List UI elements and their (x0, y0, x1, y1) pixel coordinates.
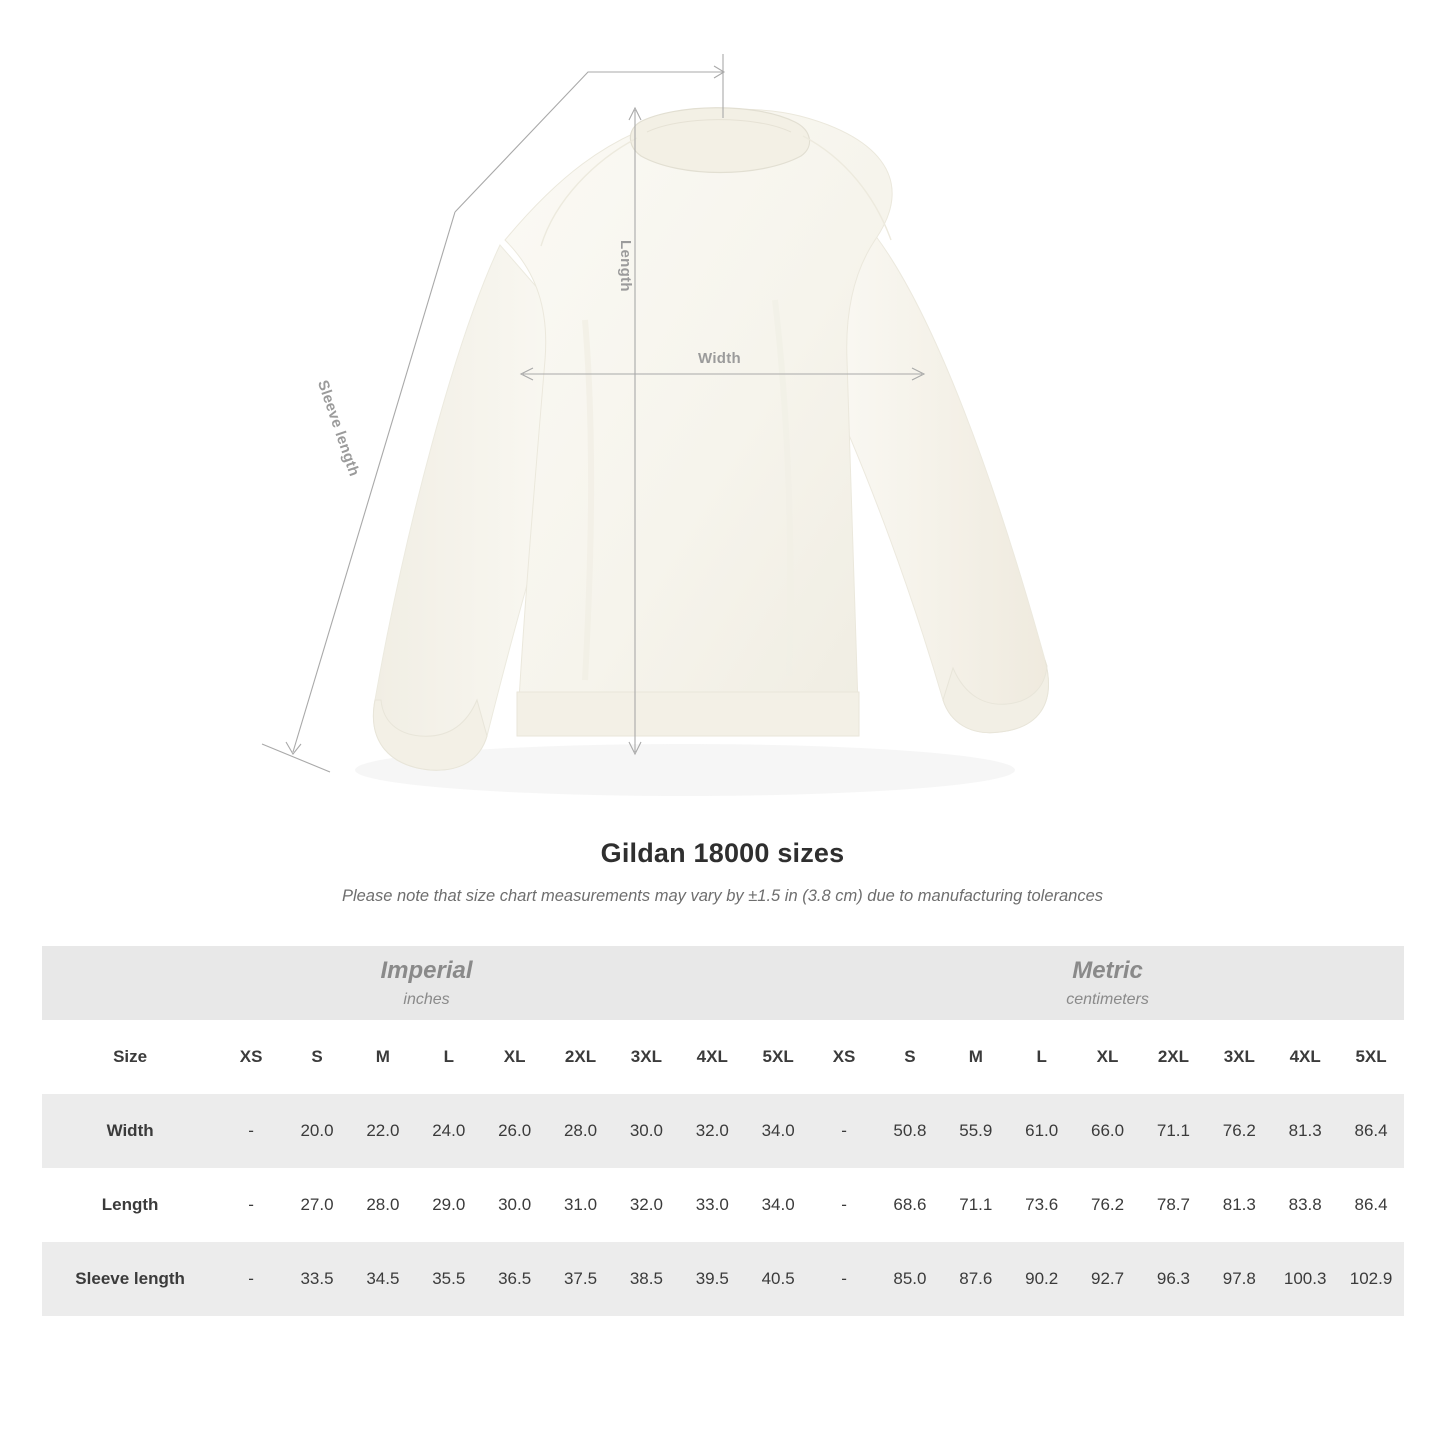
size-table (42, 946, 1404, 1316)
header-imperial-2xl: 2XL (548, 1020, 614, 1094)
cell-sleeve-metric-xs: - (811, 1242, 877, 1316)
cell-length-imperial-4xl: 33.0 (679, 1168, 745, 1242)
header-imperial-4xl: 4XL (679, 1020, 745, 1094)
tolerance-note: Please note that size chart measurements may vary by ±1.5 in (3.8 cm) due to manufacturing tolerances (341, 887, 1104, 905)
cell-length-imperial-5xl: 34.0 (745, 1168, 811, 1242)
size-table-wrapper (42, 946, 1404, 1316)
cell-sleeve-metric-xl: 92.7 (1075, 1242, 1141, 1316)
cell-width-metric-s: 50.8 (877, 1094, 943, 1168)
cell-sleeve-metric-s: 85.0 (877, 1242, 943, 1316)
cell-width-metric-xs: - (811, 1094, 877, 1168)
length-dimension-label: Length (617, 240, 634, 292)
cell-length-metric-4xl: 83.8 (1272, 1168, 1338, 1242)
title-block (0, 838, 1445, 906)
unit-header-imperial (42, 946, 811, 1020)
header-imperial-m: M (350, 1020, 416, 1094)
page-title: Gildan 18000 sizes (600, 838, 845, 868)
unit-header-metric (811, 946, 1404, 1020)
cell-width-metric-2xl: 71.1 (1140, 1094, 1206, 1168)
unit-name-metric: Metric (1072, 957, 1143, 985)
cell-sleeve-imperial-xs: - (218, 1242, 284, 1316)
cell-sleeve-imperial-s: 33.5 (284, 1242, 350, 1316)
header-imperial-xl: XL (482, 1020, 548, 1094)
cell-width-metric-5xl: 86.4 (1338, 1094, 1404, 1168)
cell-length-imperial-xl: 30.0 (482, 1168, 548, 1242)
cell-sleeve-metric-l: 90.2 (1009, 1242, 1075, 1316)
cell-length-imperial-m: 28.0 (350, 1168, 416, 1242)
cell-length-metric-l: 73.6 (1009, 1168, 1075, 1242)
cell-sleeve-metric-m: 87.6 (943, 1242, 1009, 1316)
cell-width-imperial-l: 24.0 (416, 1094, 482, 1168)
cell-length-metric-2xl: 78.7 (1140, 1168, 1206, 1242)
row-label-width: Width (42, 1094, 218, 1168)
size-header-row (42, 1020, 1404, 1094)
header-metric-xl: XL (1075, 1020, 1141, 1094)
cell-sleeve-imperial-5xl: 40.5 (745, 1242, 811, 1316)
cell-sleeve-metric-5xl: 102.9 (1338, 1242, 1404, 1316)
header-metric-3xl: 3XL (1206, 1020, 1272, 1094)
header-imperial-3xl: 3XL (613, 1020, 679, 1094)
cell-sleeve-metric-4xl: 100.3 (1272, 1242, 1338, 1316)
cell-sleeve-imperial-4xl: 39.5 (679, 1242, 745, 1316)
cell-length-metric-3xl: 81.3 (1206, 1168, 1272, 1242)
cell-width-metric-m: 55.9 (943, 1094, 1009, 1168)
unit-sub-metric: centimeters (1066, 990, 1149, 1008)
cell-length-metric-m: 71.1 (943, 1168, 1009, 1242)
cell-length-imperial-xs: - (218, 1168, 284, 1242)
header-metric-xs: XS (811, 1020, 877, 1094)
cell-width-imperial-s: 20.0 (284, 1094, 350, 1168)
unit-name-imperial: Imperial (380, 957, 473, 985)
header-imperial-l: L (416, 1020, 482, 1094)
cell-sleeve-imperial-2xl: 37.5 (548, 1242, 614, 1316)
cell-width-imperial-4xl: 32.0 (679, 1094, 745, 1168)
cell-width-metric-xl: 66.0 (1075, 1094, 1141, 1168)
table-row (42, 1094, 1404, 1168)
row-label-length: Length (42, 1168, 218, 1242)
cell-length-metric-xl: 76.2 (1075, 1168, 1141, 1242)
row-label-sleeve-length: Sleeve length (42, 1242, 218, 1316)
cell-sleeve-imperial-m: 34.5 (350, 1242, 416, 1316)
cell-length-metric-s: 68.6 (877, 1168, 943, 1242)
cell-width-imperial-m: 22.0 (350, 1094, 416, 1168)
header-metric-5xl: 5XL (1338, 1020, 1404, 1094)
table-row (42, 1242, 1404, 1316)
unit-header-row (42, 946, 1404, 1020)
header-metric-4xl: 4XL (1272, 1020, 1338, 1094)
header-imperial-xs: XS (218, 1020, 284, 1094)
cell-sleeve-imperial-3xl: 38.5 (613, 1242, 679, 1316)
header-metric-m: M (943, 1020, 1009, 1094)
cell-sleeve-imperial-xl: 36.5 (482, 1242, 548, 1316)
header-imperial-s: S (284, 1020, 350, 1094)
header-metric-l: L (1009, 1020, 1075, 1094)
cell-width-metric-3xl: 76.2 (1206, 1094, 1272, 1168)
cell-width-metric-l: 61.0 (1009, 1094, 1075, 1168)
cell-width-imperial-3xl: 30.0 (613, 1094, 679, 1168)
cell-length-imperial-3xl: 32.0 (613, 1168, 679, 1242)
header-metric-2xl: 2XL (1140, 1020, 1206, 1094)
sleeve-length-dimension-label: Sleeve length (313, 378, 363, 479)
cell-width-metric-4xl: 81.3 (1272, 1094, 1338, 1168)
header-metric-s: S (877, 1020, 943, 1094)
cell-width-imperial-xl: 26.0 (482, 1094, 548, 1168)
cell-width-imperial-5xl: 34.0 (745, 1094, 811, 1168)
cell-length-metric-5xl: 86.4 (1338, 1168, 1404, 1242)
cell-sleeve-metric-2xl: 96.3 (1140, 1242, 1206, 1316)
cell-width-imperial-2xl: 28.0 (548, 1094, 614, 1168)
cell-sleeve-imperial-l: 35.5 (416, 1242, 482, 1316)
cell-sleeve-metric-3xl: 97.8 (1206, 1242, 1272, 1316)
cell-length-imperial-l: 29.0 (416, 1168, 482, 1242)
header-imperial-5xl: 5XL (745, 1020, 811, 1094)
width-dimension-label: Width (698, 350, 742, 367)
cell-length-imperial-2xl: 31.0 (548, 1168, 614, 1242)
cell-width-imperial-xs: - (218, 1094, 284, 1168)
table-row (42, 1168, 1404, 1242)
cell-length-imperial-s: 27.0 (284, 1168, 350, 1242)
cell-length-metric-xs: - (811, 1168, 877, 1242)
header-size-label: Size (42, 1020, 218, 1094)
unit-sub-imperial: inches (403, 990, 450, 1008)
